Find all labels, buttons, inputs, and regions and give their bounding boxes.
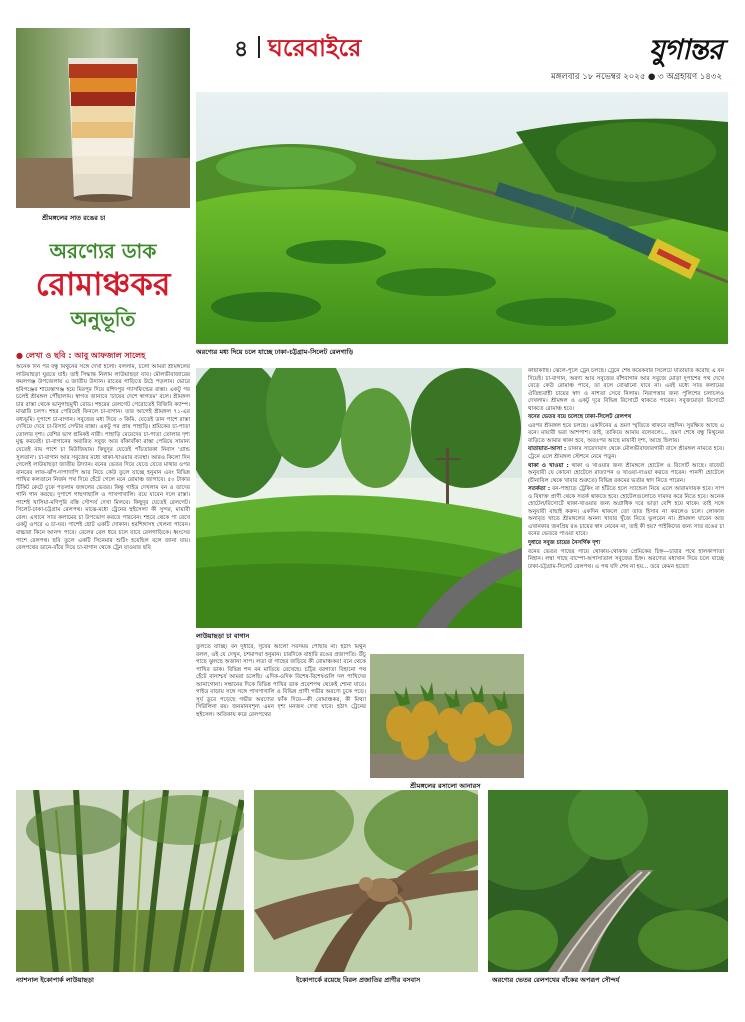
- tea-glass-image: [16, 28, 190, 208]
- date-line: মঙ্গলবার ১৮ নভেম্বর ২০২৫ ● ৩ অগ্রহায়ণ ১৪৩২: [551, 72, 722, 82]
- pineapple-photo: [370, 654, 524, 778]
- monkey-photo: [254, 790, 478, 972]
- article-col3-text1: কাছাকাছি। ঝেলে-পুলে ট্রেন চলছে। ট্রেনে শেষ কয়েকবার সিলেটে যাতায়াত করেছি এ বন দিয়েই। চা-বাগান, অরণ্য আর সবুজের বাঁশবাগান আর সবুজে মোড়া দুপাশের পথ দেখে বেড়ে কেউ রোমাঞ্চ পাবে, তা বলে বোঝানো যাবে না। এরই মধ্যে সাত কলামের ঐতিহ্যবাহী চায়ের স্বাদ ও নাশতা সেরে নিলাম। নিরাপত্তার জন্য পুলিশের চলাচলও দেখলাম। শ্রীমঙ্গল ও একটু দূরে বিভিন্ন রিসোর্টে থাকতে পারেন। সবুজমোড়া রিসোর্টে থাকতে রোমাঞ্চ হবে।: [528, 368, 724, 412]
- article-column-2: [196, 644, 366, 778]
- train-caption: অরণ্যের মধ্য দিয়ে চলে যাচ্ছে ঢাকা-চট্টগ্রাম-সিলেট রেলগাড়ি: [196, 348, 354, 356]
- headline-line1: অরণ্যের ডাক: [49, 239, 157, 263]
- article-col3-text3: ঢাকার সায়েদাবাদ থেকে মৌলভীবাজারগামী বাসে শ্রীমঙ্গল নামতে হবে। ট্রেনে এলে শ্রীমঙ্গল স্টেশনে নেমে পড়ুন।: [528, 446, 724, 461]
- rail-caption: অরণ্যের ভেতর রেলপথের বাঁকের অপরূপ সৌন্দর্য: [492, 976, 620, 984]
- headline-line3: অনুভূতি: [70, 307, 136, 331]
- masthead: [196, 28, 724, 90]
- article-column-3: [528, 368, 724, 778]
- article-subhead-3: থাকা ও খাওয়া :: [528, 462, 569, 469]
- bamboo-photo: [16, 790, 244, 972]
- rail-photo: [488, 790, 728, 972]
- garden-photo: [196, 368, 522, 628]
- bamboo-forest-image: [16, 790, 244, 972]
- article-col3-text4: থাকা ও খাওয়ার জন্য শ্রীমঙ্গলে হোটেল ও রিসোর্ট আছে। বাজেট অনুযায়ী যে কোনো হোটেলে রাত্যাপন ও খাওয়া-দাওয়া করতে পারেন। পানসী হোটেলে (চীনাবিল থেকে খাবার শুরুতে) বিভিন্ন রকমের ভর্তার স্বাদ নিতে পারেন।: [528, 462, 724, 484]
- tea-caption: শ্রীমঙ্গলের সাত রঙের চা: [42, 214, 106, 222]
- article-subhead-5: দুধারে সবুজ চায়ের নৈসর্গিক দৃশ্য: [528, 540, 601, 547]
- article-col3-text6: বনের ভেতর গাছের গায়ে থোকায়-থোকায় প্রেমিকের চিহ্ন—চাবার পথে হালকাপাতা নিহান। লম্বা গাছে বাস্পো-অপাসাতাল সবুজের চিহ্ন। অরণ্যের মধ্যখান দিয়ে চলে যাচ্ছে ঢাকা-চট্টগ্রাম-সিলেট রেলপথ। এ পথ যদি শেষ না হয়... তবে কেমন হতো!: [528, 548, 724, 570]
- headline: [16, 238, 190, 348]
- tea-garden-image: [196, 368, 522, 628]
- rail-curve-image: [488, 790, 728, 972]
- headline-line2: রোমাঞ্চকর: [35, 265, 171, 303]
- page-number: ৪: [234, 37, 249, 62]
- article-col3-text2: এরপর শ্রীমঙ্গল হয়ে চলছে। একদিনের এ ভ্রমণ স্মৃতিতে থাকবে বহুদিন। সুরক্ষিত আছে এ বনে। মায়াবী ভরা আশপাশ। তাই, তাকিয়ে আমায় বলেবলে।... ভ্রমণ শেষে বন্ধু মিথুনের বাড়িতে আমার থাকা হবে, অতঃপর আছে মায়াবী দৃশ্য, আছে ছিলায়।: [528, 422, 724, 444]
- article-column-1: [16, 364, 190, 776]
- bamboo-caption: ন্যাশনাল ইকোপার্ক লাউয়াছড়া: [16, 976, 94, 984]
- newspaper-logo: যুগান্তর: [648, 33, 722, 66]
- article-subhead-2: যাতায়াত-আসা :: [528, 446, 567, 453]
- section-title: ঘরেবাইরে: [268, 34, 362, 62]
- byline: ● লেখা ও ছবি : আবু আফজাল সালেহ: [16, 351, 146, 360]
- article-subhead-1: বনের ভেতর বয়ে চলেছে ঢাকা-সিলেট রেলপথ: [528, 414, 632, 421]
- article-col2-text: তুলতে যাচ্ছি। বন দুধারে, সূর্যের আলো সবসময় পৌঁছায় না। হঠাৎ মিথুন বলল, ওই যে দেখুন, চশমাপরা হনুমান। চারদিকে বাহারি রঙের প্রজাপতি। উঁচু গাছে ঝুলছে অজানা সাপ। লতা বা গাছের জড়িয়ে কী রোমাঞ্চকর! বনে থেকে পাখির ডাক। বিভিন্ন শব্দ বন মাতিয়ে রেখেছে। চট্টির বরগাতা বিহানো পথ হেঁটে বানাশ্চর্য আমরা চলেছি। এদিক-ওদিক বিশেষ-বিশেষগুলি দল পাখিদের আনাগোনা। সন্ধানের দিকে বিভিন্ন পাখির ডাক প্রবেশপথ থেকেই শোনা যাবে। গাইড বাড়ায় সঙ্গে সঙ্গে পাখপাখালি ও বিভিন্ন প্রাণী গভীর অরণ্যে ঢুকে পড়ে। সূর্য ডুবে পড়েছে গভীর অরণ্যের ফাঁক দিয়ে—কী রোমাঞ্চকর, কী মিথ্যা সিরিলিনা রয়। জনমানবশূন্য এমন দৃশ্য মনজন দেখা যাবে। হঠাৎ ট্রেনের হুইসেল। অতিকায় করে রেলপথের: [196, 644, 366, 718]
- train-forest-image: [196, 92, 728, 344]
- article-subhead-4: সতর্কতা :: [528, 486, 551, 493]
- article-col3-text5: বন-পাহাড়ে ট্রেকিং বা হাঁটতে হলে স্যান্ডেল নিয়ে এলে আরামদায়ক হবে। সাপ ও বিষাক্ত প্রাণী থেকে সতর্ক থাকতে হবে। হোটেলগুলোতে দামদর করে নিতে হবে। অনেক হোটেল/রিসোর্টে থাকা-খাওয়ার জন্য অগ্রাধিক দরে ভাড়া বেশি হয়ে থাকে। তাই সঙ্গে অনুযায়ী বাছাই করুন। একদিন থাকলে তো তাত হিসাব না করলেও চলে। লোকাল অনাবৃত খাতে শ্রীমঙ্গলের অনন্য খাবার খুঁজে নিতে ভুলবেন না। শ্রীমঙ্গল যাবেন আর এখানকার জনপ্রিয় রঙ চায়ের স্বাদ নেবেন না, তাই কী হয়? পাইকিদের জন্য সাত রঙের চা বনের ভেতরে পাওয়া যাবে।: [528, 486, 724, 538]
- monkey-caption: ইকোপার্কে রয়েছে বিরল প্রজাতির প্রাণীর বসবাস: [296, 976, 421, 984]
- masthead-divider: [258, 36, 260, 58]
- pineapple-caption: শ্রীমঙ্গলের রসালো আনারস: [410, 782, 481, 790]
- garden-caption: লাউয়াছড়া চা বাগান: [196, 632, 250, 640]
- pineapple-image: [370, 654, 524, 778]
- article-col1-text: অনেক দিন পর বন্ধু মিথুনের সঙ্গে দেখা হলো। বললাম, চলো আমরা শ্রীমঙ্গলের লাউয়াছড়া ঘুরতে যাই। তাই সিদ্ধান্ত নিলাম লাউয়াছড়া যাব। মৌলভীবাজারের কমলগঞ্জ উপজেলায় এ জাতীয় উদ্যান। রাতের গাড়িতে উঠে পড়লাম। ভোরে হবিগঞ্জের শায়েস্তাগঞ্জ হয়ে মিরপুর দিয়ে রশিদপুর গ্যাসফিল্ডের রাস্তা। একটু পর চলেই শ্রীমঙ্গল পৌঁছালাম। স্বাগত জানাবে 'চায়ের দেশে স্বাগতম' বলে। শ্রীমঙ্গল চার রাস্তা থেকে ভানুগাছমুখী রোড। শহরের রেলগেট পেরোতেই বিজিবি ক্যাম্প। মাঝারি চলপ। শহর পেরিয়েই ফিনলে চা-বাগান। তার আগেই শ্রীমঙ্গল ৭১-এর বধ্যভূমি। দুপাশে চা-বাগান। সবুজের মধ্য দিয়ে ৩ কিমি. যেতেই ডান পাশে রাস্তা দেখিয়ে দেবে চা-রিসার্চ সেন্টার রাস্তা। একটু পর প্রায় পাহাড়ি। শ্রমিকের চা-পাতা তোলার দৃশ্য। বেশির ভাগ শ্রমিকই নারী। পাহাড়ি মেয়েদের চা-পাতা তোলার দৃশ্য মুগ্ধ করবেই। চা-বাগানের অবারিত সবুজ আর বাঁকাবাঁকা রাস্তা পেরিয়ে সামান্য যেতেই বাম পাশে চা মিউজিয়াম। কিছুদূর যেতেই পাঁচতারকা নিবাস 'গ্রান্ড সুলতান'। চা-বাগান আর সবুজের মধ্যে থাকা-খাওয়ার ব্যবস্থা। আরও কিলো দিন গেলেই লাউয়াছড়া জাতীয় উদ্যান। বনের ভেতর দিয়ে যেতে যেতে মাথার ওপর বানরের লাফ-ঝাঁপ-দাপাদাপি আর নিচে কেউ তুলে যাচ্ছে হনুমান এবং বিভিন্ন পাখির কলতানে নির্জন পথ দিয়ে হেঁটে গেলে মনে রোমাঞ্চ জাগাবে। ৫০ টাকার টিকিট কেটে ঢুকে পড়লাম জঙ্গলের ভেতর। কিন্তু গাইড দেখলাম বন ও তাদের গানি গান করছে। দুপাশে গাছগাছালি ও পাখপাখালি। রয়ে যাবেন দলে রাস্তা। পাশেই খাসিয়া-মণিপুরি বস্তি সৌন্দর্য দেখা মিলবে। কিছুদূর যেতেই রেলগেট। সিলেট-ঢাকা-চট্টগ্রাম রেলপথ। মাঝে-মধ্যে ট্রেনের হুইসেল! কী সুন্দর, মায়াবী রেল। এখানে সাত কলামের চা উপভোগ করতে পারবেন। শহরে থেকে পা রেখে একটু ওপরে এ চা-ঘর। পাশেই ছোট একটি দোকান। হরশিঙ্গাসহ খেলনা পাবেন। বাচ্চারা কিনে আনন্দ পাবে। রেলের রেল ধরে চলে যাবে রেলগাড়িকে। ধ্বংসের পাশে রেলপথ। ছবি তুলে একটি সিনেমার শুটিং হয়েছিল বলে জানা যায়। রেলপথের ডানে-বাঁয়ে দিয়ে চা-বাগান থেকে ট্রেন যাওয়ার ছবি: [16, 364, 190, 552]
- train-photo: [196, 92, 728, 344]
- tea-photo: [16, 28, 190, 208]
- monkey-tree-image: [254, 790, 478, 972]
